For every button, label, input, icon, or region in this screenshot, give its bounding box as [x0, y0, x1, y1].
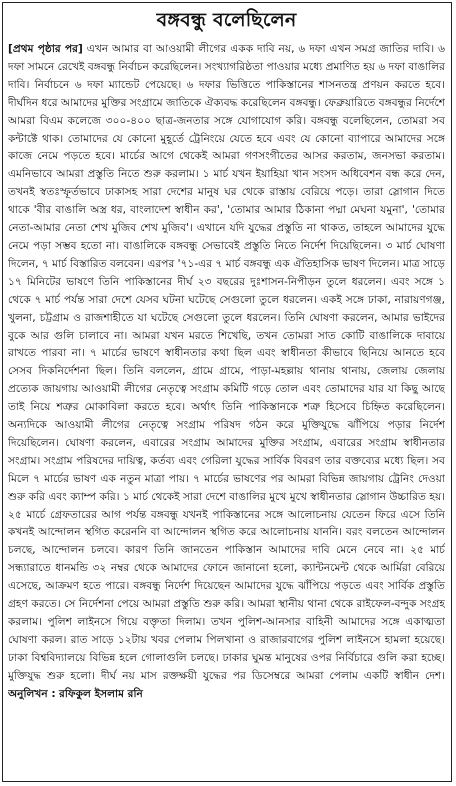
news-article-clipping — [2, 2, 452, 782]
credit-author: রফিকুল ইসলাম রনি — [59, 687, 143, 700]
credit-label: অনুলিখন : — [8, 687, 56, 700]
headline-box — [3, 3, 450, 41]
article-headline: বঙ্গবন্ধু বলেছিলেন — [156, 9, 297, 31]
article-body — [8, 41, 445, 779]
article-text: এখন আমার বা আওয়ামী লীগের একক দাবি নয়, ৬ দফা এখন সমগ্র জাতির দাবি। ৬ দফা সামনে রেখেই বঙ্গবন্ধু নির্বাচন করেছিলেন। সংখ্যাগরিষ্ঠতা পাওয়ার মধ্যে প্রমাণিত হয় ৬ দফা বাঙালির দাবি। নির্বাচনে ৬ দফা ম্যান্ডেট পেয়েছে। ৬ দফার ভিত্তিতে পাকিস্তানের শাসনতন্ত্র প্রণয়ন করতে হবে। দীর্ঘদিন ধরে আমাদের মুক্তির সংগ্রামে জাতিকে ঐক্যবদ্ধ করেছিলেন বঙ্গবন্ধু। ফেব্রুয়ারিতে বঙ্গবন্ধুর নির্দেশে আমরা বিএম কলেজে ৩০০-৪০০ ছাত্র-জনতার সঙ্গে যোগাযোগ করি। বঙ্গবন্ধু বলেছিলেন, তোমরা সব কন্টাক্টে থাক। তোমাদের যে কোনো মুহূর্তে ট্রেনিংয়ে যেতে হবে এবং যে কোনো ব্যাপারে আমাদের সঙ্গে কাজে নেমে পড়তে হবে। মার্চের আগে থেকেই আমরা গণসংগীতের আসর করতাম, জনসভা করতাম। এমনিভাবে আমরা প্রস্তুতি নিতে শুরু করলাম। ১ মার্চ যখন ইয়াহিয়া খান সংসদ অধিবেশন বন্ধ করে দেন, তখনই স্বতঃস্ফূর্তভাবে ঢাকাসহ সারা দেশের মানুষ ঘর থেকে রাস্তায় বেরিয়ে পড়ে। তারা স্লোগান দিতে থাকে 'বীর বাঙালি অস্ত্র ধর, বাংলাদেশ স্বাধীন কর', 'তোমার আমার ঠিকানা পদ্মা মেঘনা যমুনা', 'তোমার নেতা-আমার নেতা শেখ মুজিব শেখ মুজিব'। এখানে যদি যুদ্ধের প্রস্তুতি না থাকত, তাহলে আমাদের যুদ্ধে নেমে পড়া সম্ভব হতো না। বাঙালিকে বঙ্গবন্ধু সেভাবেই প্রস্তুতি নিতে নির্দেশ দিয়েছিলেন। ৩ মার্চ ঘোষণা দিলেন, ৭ মার্চ বিস্তারিত বলবেন। এরপর '৭১-এর ৭ মার্চ বঙ্গবন্ধু এক ঐতিহাসিক ভাষণ দিলেন। মাত্র সাড়ে ১৭ মিনিটের ভাষণে তিনি পাকিস্তানের দীর্ঘ ২৩ বছরের দুঃশাসন-নিপীড়ন তুলে ধরলেন। এবং সঙ্গে ১ থেকে ৭ মার্চ পর্যন্ত সারা দেশে যেসব ঘটনা ঘটেছে সেগুলো তুলে ধরলেন। একই সঙ্গে ঢাকা, নারায়ণগঞ্জ, খুলনা, চট্টগ্রাম ও রাজশাহীতে যা ঘটেছে সেগুলো তুলে ধরলেন। তিনি ঘোষণা করলেন, আমার ভাইদের বুকে আর গুলি চালাবে না। আমরা যখন মরতে শিখেছি, তখন তোমরা সাত কোটি বাঙালিকে দাবায়ে রাখতে পারবা না। ৭ মার্চের ভাষণে স্বাধীনতার কথা ছিল এবং স্বাধীনতা কীভাবে ছিনিয়ে আনতে হবে সেসব দিকনির্দেশনা ছিল। তিনি বললেন, গ্রামে গ্রামে, পাড়া-মহল্লায় থানায় থানায়, জেলায় জেলায় প্রত্যেক জায়গায় আওয়ামী লীগের নেতৃত্বে সংগ্রাম কমিটি গড়ে তোল এবং তোমাদের যার যা কিছু আছে তাই নিয়ে শত্রুর মোকাবিলা করতে হবে। অর্থাৎ তিনি পাকিস্তানকে শত্রু হিসেবে চিহ্নিত করেছিলেন। অন্যদিকে আওয়ামী লীগের নেতৃত্বে সংগ্রাম পরিষদ গঠন করে মুক্তিযুদ্ধে ঝাঁপিয়ে পড়ার নির্দেশ দিয়েছিলেন। ঘোষণা করলেন, এবারের সংগ্রাম আমাদের মুক্তির সংগ্রাম, এবারের সংগ্রাম স্বাধীনতার সংগ্রাম। সংগ্রাম পরিষদের দায়িত্ব, কর্তব্য এবং গেরিলা যুদ্ধের সার্বিক বিবরণ তার বক্তব্যের মধ্যে ছিল। সব মিলে ৭ মার্চের ভাষণ এক নতুন মাত্রা পায়। ৭ মার্চের ভাষণের পর আমরা বিভিন্ন জায়গায় ট্রেনিং দেওয়া শুরু করি এবং ক্যাম্প করি। ১ মার্চ থেকেই সারা দেশে বাঙালির মুখে মুখে স্বাধীনতার স্লোগান উচ্চারিত হয়। ২৫ মার্চে গ্রেফতারের আগ পর্যন্ত বঙ্গবন্ধু যখনই পাকিস্তানের সঙ্গে আলোচনায় যেতেন ফিরে এসে তিনি কখনই আন্দোলন স্থগিত করেননি বা আন্দোলন স্থগিত করে আলোচনায় যাননি। বরং বলতেন আন্দোলন চলছে, আন্দোলন চলবে। কারণ তিনি জানতেন পাকিস্তান আমাদের দাবি মেনে নেবে না। ২৫ মার্চ সন্ধ্যারাতে ধানমন্ডি ৩২ নম্বর থেকে আমাদের ফোনে জানানো হলো, ক্যান্টনমেন্ট থেকে আর্মিরা বেরিয়ে এসেছে, আক্রমণ হতে পারে। বঙ্গবন্ধু নির্দেশ দিয়েছেন আমাদের যুদ্ধে ঝাঁপিয়ে পড়তে এবং সার্বিক প্রস্তুতি গ্রহণ করতে। সে নির্দেশনা পেয়ে আমরা প্রস্তুতি শুরু করি। আমরা স্থানীয় থানা থেকে রাইফেল-বন্দুক সংগ্রহ করলাম। পুলিশ লাইনসে গিয়ে বক্তৃতা দিলাম। তখন পুলিশ-আনসার বাহিনী আমাদের সঙ্গে একাত্মতা ঘোষণা করল। রাত সাড়ে ১২টায় খবর পেলাম পিলখানা ও রাজারবাগের পুলিশ লাইনসে হামলা হয়েছে। ঢাকা বিশ্ববিদ্যালয়ে বিভিন্ন হলে গোলাগুলি চলছে। ঢাকার ঘুমন্ত মানুষের ওপর নির্বিচারে গুলি করা হচ্ছে। মুক্তিযুদ্ধ শুরু হলো। দীর্ঘ নয় মাস রক্তক্ষয়ী যুদ্ধের পর ডিসেম্বরে আমরা পেলাম একটি স্বাধীন দেশ। — [8, 43, 445, 682]
continuation-tag: [প্রথম পৃষ্ঠার পর] — [8, 43, 83, 55]
article-paragraph — [8, 41, 445, 704]
